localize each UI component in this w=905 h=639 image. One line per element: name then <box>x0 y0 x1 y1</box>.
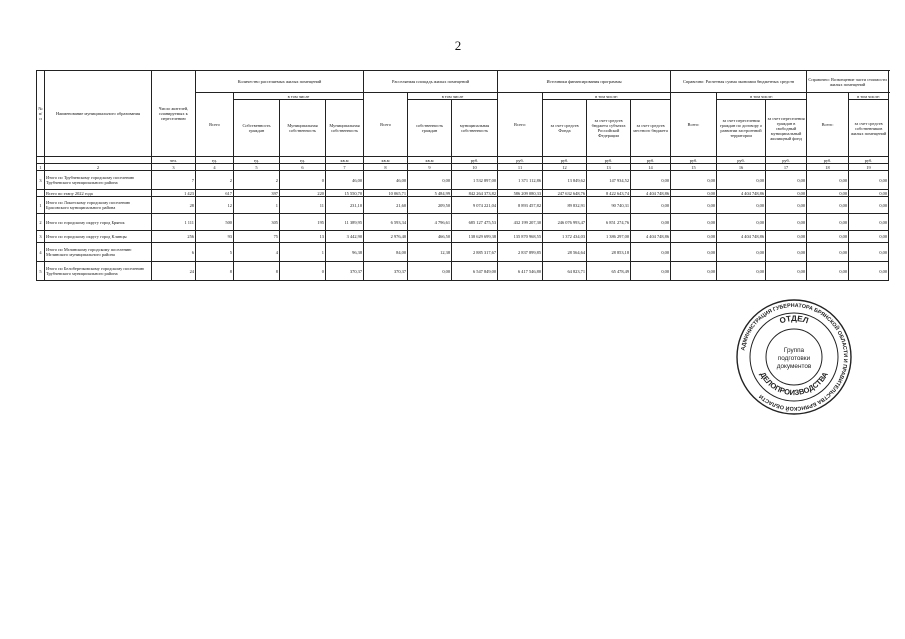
row-value-cell: 0,00 <box>671 231 717 243</box>
row-value-cell: 0,00 <box>631 197 671 214</box>
row-value-cell: 370,37 <box>364 262 408 281</box>
header-area-group: Расселяемая площадь жилых помещений <box>364 71 498 93</box>
column-number: 14 <box>631 164 671 171</box>
header-count-group: Количество расселяемых жилых помещений <box>196 71 364 93</box>
row-value-cell: 1 372 434,03 <box>543 231 587 243</box>
row-value-cell: 0,00 <box>717 171 766 190</box>
column-number: 13 <box>587 164 631 171</box>
header-subject-budget: за счет средств бюджета субъекта Российской Федерации <box>587 100 631 157</box>
header-count-total: Всего <box>196 93 234 157</box>
row-value-cell: 0,00 <box>766 231 807 243</box>
row-value-cell: 0 <box>280 171 326 190</box>
header-finance-group: Источники финансирования программы <box>498 71 671 93</box>
row-value-cell: 500 <box>196 214 234 231</box>
row-value-cell: 432 199 207,30 <box>498 214 543 231</box>
row-value-cell: 586 209 080,33 <box>498 190 543 197</box>
row-value-cell: 5 <box>196 243 234 262</box>
row-value-cell: 28 <box>152 197 196 214</box>
table-row <box>37 171 889 190</box>
row-value-cell: 397 <box>234 190 280 197</box>
row-number: 4 <box>37 243 45 262</box>
row-value-cell: 0,00 <box>766 214 807 231</box>
row-value-cell: 1 371 112,86 <box>498 171 543 190</box>
column-number: 15 <box>671 164 717 171</box>
row-value-cell: 12 <box>196 197 234 214</box>
row-value-cell: 24 <box>152 262 196 281</box>
header-economy-sub: в том числе: <box>717 93 807 100</box>
stamp-ring-text: АДМИНИСТРАЦИЯ ГУБЕРНАТОРА БРЯНСКОЙ ОБЛАСТИ И ПРАВИТЕЛЬСТВА БРЯНСКОЙ ОБЛАСТИ <box>740 302 849 412</box>
unit-cell: кв.м <box>364 157 408 164</box>
row-municipality-name: Итого по городскому округу город Клинцы <box>45 231 152 243</box>
row-value-cell: 6 417 546,80 <box>498 262 543 281</box>
column-number: 5 <box>234 164 280 171</box>
unit-cell: ед. <box>196 157 234 164</box>
unit-cell: руб. <box>849 157 889 164</box>
row-number: 2 <box>37 214 45 231</box>
row-value-cell: 617 <box>196 190 234 197</box>
row-value-cell: 0,00 <box>766 243 807 262</box>
header-finance-sub: в том числе: <box>543 93 671 100</box>
table-row <box>37 262 889 281</box>
row-value-cell: 0,00 <box>849 171 889 190</box>
header-reimb-own: за счет средств собственников жилых помещений <box>849 100 889 157</box>
row-value-cell: 1 386 297,00 <box>587 231 631 243</box>
row-number: 3 <box>37 231 45 243</box>
table-row <box>37 231 889 243</box>
header-reimb-total: Всего: <box>807 93 849 157</box>
header-owned-citizens: Собственность граждан <box>234 100 280 157</box>
unit-cell: руб. <box>807 157 849 164</box>
row-value-cell: 0,00 <box>807 231 849 243</box>
row-value-cell: 11 <box>280 197 326 214</box>
row-value-cell: 5 484,99 <box>408 190 452 197</box>
row-value-cell: 0,00 <box>408 262 452 281</box>
row-value-cell: 0,00 <box>807 262 849 281</box>
row-value-cell: 84,00 <box>364 243 408 262</box>
row-value-cell: 0,00 <box>717 243 766 262</box>
row-value-cell: 10 065,71 <box>364 190 408 197</box>
row-value-cell: 0,00 <box>631 214 671 231</box>
row-value-cell: 2 837 899,85 <box>498 243 543 262</box>
row-value-cell: 0,00 <box>849 262 889 281</box>
row-value-cell: 0,00 <box>849 197 889 214</box>
column-number: 2 <box>45 164 152 171</box>
row-value-cell: 0,00 <box>631 171 671 190</box>
row-value-cell: 256 <box>152 231 196 243</box>
row-value-cell: 0,00 <box>766 190 807 197</box>
row-value-cell: 0,00 <box>766 197 807 214</box>
row-value-cell: 8 422 643,74 <box>587 190 631 197</box>
column-number: 1 <box>37 164 45 171</box>
row-value-cell: 220 <box>280 190 326 197</box>
header-local-budget: за счет средств местного бюджета <box>631 100 671 157</box>
data-rows <box>37 171 889 281</box>
header-municipality: Наименование муниципального образования <box>45 71 152 157</box>
column-number: 7 <box>326 164 364 171</box>
row-value-cell: 305 <box>234 214 280 231</box>
row-value-cell: 0,00 <box>807 243 849 262</box>
table-row <box>37 190 889 197</box>
header-area-total: Всего <box>364 93 408 157</box>
row-value-cell: 96,38 <box>326 243 364 262</box>
row-value-cell: 685 127 475,53 <box>452 214 498 231</box>
row-value-cell: 0,00 <box>631 243 671 262</box>
column-numbers-row <box>37 164 889 171</box>
stamp-center-line-3: документов <box>776 363 812 370</box>
row-municipality-name: Итого по Белоберезковскому городскому поселению Трубчевского муниципального района <box>45 262 152 281</box>
row-value-cell: 0,00 <box>717 214 766 231</box>
department-stamp <box>735 298 853 416</box>
row-value-cell: 46,00 <box>364 171 408 190</box>
row-value-cell: 1 <box>234 197 280 214</box>
column-number: 11 <box>498 164 543 171</box>
row-value-cell: 0,00 <box>807 197 849 214</box>
row-value-cell: 0,00 <box>671 262 717 281</box>
row-value-cell: 0,00 <box>849 190 889 197</box>
header-finance-total: Всего: <box>498 93 543 157</box>
row-value-cell: 195 <box>280 214 326 231</box>
row-value-cell: 4 404 748,86 <box>717 190 766 197</box>
header-rooms-municipal: Муниципальная собственность <box>326 100 364 157</box>
row-value-cell: 0,00 <box>671 243 717 262</box>
unit-cell: руб. <box>587 157 631 164</box>
column-number: 18 <box>807 164 849 171</box>
row-value-cell: 0,00 <box>671 214 717 231</box>
row-value-cell: 0,00 <box>807 171 849 190</box>
row-value-cell: 89 832,91 <box>543 197 587 214</box>
unit-cell: руб. <box>671 157 717 164</box>
stamp-center-line-2: подготовки <box>777 355 811 362</box>
column-number: 12 <box>543 164 587 171</box>
header-number: № п/ п <box>37 71 45 157</box>
stamp-dept2-text: ДЕЛОПРОИЗВОДСТВА <box>758 370 830 398</box>
column-number: 17 <box>766 164 807 171</box>
row-value-cell: 4 404 748,86 <box>717 231 766 243</box>
row-municipality-name: Итого по Трубчевскому городскому поселению Трубчевского муниципального района <box>45 171 152 190</box>
row-value-cell: 0,00 <box>849 231 889 243</box>
row-value-cell: 8 <box>234 262 280 281</box>
row-value-cell: 7 <box>152 171 196 190</box>
header-area-sub: в том числе <box>408 93 498 100</box>
row-value-cell: 28 564,64 <box>543 243 587 262</box>
header-people: Число жителей, планируемых к переселению <box>152 71 196 157</box>
table-row <box>37 243 889 262</box>
row-value-cell: 0,00 <box>717 197 766 214</box>
row-value-cell: 138 629 699,38 <box>452 231 498 243</box>
row-value-cell: 11 389,95 <box>326 214 364 231</box>
row-value-cell: 0 <box>280 262 326 281</box>
unit-cell: руб. <box>543 157 587 164</box>
header-area-municipal: муниципальная собственность <box>452 100 498 157</box>
row-value-cell: 8 <box>196 262 234 281</box>
row-value-cell: 21,60 <box>364 197 408 214</box>
header-count-sub: в том числе <box>234 93 364 100</box>
header-economy-free: за счет переселения граждан в свободный муниципальный жилищный фонд <box>766 100 807 157</box>
row-value-cell: 0,00 <box>807 214 849 231</box>
unit-cell: чел. <box>152 157 196 164</box>
row-value-cell: 0,00 <box>717 262 766 281</box>
column-number: 8 <box>364 164 408 171</box>
row-value-cell: 0,00 <box>671 171 717 190</box>
row-value-cell: 247 632 648,76 <box>543 190 587 197</box>
row-municipality-name: Всего по этапу 2022 года <box>45 190 152 197</box>
row-number: 1 <box>37 197 45 214</box>
row-value-cell: 15 550,70 <box>326 190 364 197</box>
row-value-cell: 0,00 <box>766 171 807 190</box>
row-value-cell: 147 934,52 <box>587 171 631 190</box>
row-value-cell: 3 442,90 <box>326 231 364 243</box>
svg-text:ОТДЕЛ <box>778 314 809 326</box>
column-number: 9 <box>408 164 452 171</box>
row-value-cell: 0,00 <box>849 214 889 231</box>
header-economy-total: Всего: <box>671 93 717 157</box>
row-value-cell: 0,00 <box>766 262 807 281</box>
unit-cell: руб. <box>766 157 807 164</box>
row-value-cell: 9 074 221,04 <box>452 197 498 214</box>
row-value-cell: 135 870 968,55 <box>498 231 543 243</box>
row-value-cell: 1 423 <box>152 190 196 197</box>
row-number <box>37 190 45 197</box>
stamp-dept-text: ОТДЕЛ <box>778 313 810 326</box>
header-area-citizens: собственность граждан <box>408 100 452 157</box>
header-fund: за счет средств Фонда <box>543 100 587 157</box>
header-economy-contract: за счет переселения граждан по договору о развитии застроенной территории <box>717 100 766 157</box>
row-value-cell: 13 <box>280 231 326 243</box>
row-value-cell: 1 532 897,00 <box>452 171 498 190</box>
row-value-cell: 13 849,62 <box>543 171 587 190</box>
row-value-cell: 6 593,34 <box>364 214 408 231</box>
row-value-cell: 370,37 <box>326 262 364 281</box>
row-value-cell: 64 823,71 <box>543 262 587 281</box>
row-value-cell: 6 547 849,00 <box>452 262 498 281</box>
row-value-cell: 0,00 <box>807 190 849 197</box>
row-value-cell: 8 893 457,82 <box>498 197 543 214</box>
column-number: 4 <box>196 164 234 171</box>
row-value-cell: 12,38 <box>408 243 452 262</box>
unit-cell: ед. <box>234 157 280 164</box>
row-value-cell: 65 478,49 <box>587 262 631 281</box>
row-municipality-name: Итого по Локотскому городскому поселению Брасовского муниципального района <box>45 197 152 214</box>
header-owned-municipal: Муниципальная собственность <box>280 100 326 157</box>
row-number: 3 <box>37 171 45 190</box>
table-row <box>37 214 889 231</box>
unit-cell: кв.м <box>326 157 364 164</box>
row-value-cell: 4 404 748,86 <box>631 231 671 243</box>
row-municipality-name: Итого по Мглинскому городскому поселению Мглинского муниципального района <box>45 243 152 262</box>
unit-cell: руб. <box>631 157 671 164</box>
units-row <box>37 157 889 164</box>
row-value-cell: 93 <box>196 231 234 243</box>
header-economy-group: Справочно: Расчетная сумма экономии бюджетных средств <box>671 71 807 93</box>
row-value-cell: 4 796,61 <box>408 214 452 231</box>
row-value-cell: 1 111 <box>152 214 196 231</box>
unit-cell: ед. <box>280 157 326 164</box>
row-value-cell: 2 976,40 <box>364 231 408 243</box>
row-value-cell: 28 853,18 <box>587 243 631 262</box>
stamp-center-line-1: Группа <box>783 347 805 354</box>
row-value-cell: 2 <box>234 171 280 190</box>
row-value-cell: 0,00 <box>631 262 671 281</box>
unit-cell: руб. <box>498 157 543 164</box>
row-value-cell: 0,00 <box>671 190 717 197</box>
row-value-cell: 0,00 <box>671 197 717 214</box>
row-value-cell: 466,50 <box>408 231 452 243</box>
row-value-cell: 0,00 <box>849 243 889 262</box>
unit-cell: кв.м <box>408 157 452 164</box>
row-value-cell: 209,50 <box>408 197 452 214</box>
column-number: 3 <box>152 164 196 171</box>
page-number: 2 <box>454 38 462 53</box>
row-value-cell: 2 <box>196 171 234 190</box>
row-value-cell: 46,00 <box>326 171 364 190</box>
row-value-cell: 4 <box>234 243 280 262</box>
header-reimbursement-group: Справочно: Возмещение части стоимости жилых помещений <box>807 71 889 93</box>
column-number: 6 <box>280 164 326 171</box>
column-number: 19 <box>849 164 889 171</box>
row-value-cell: 75 <box>234 231 280 243</box>
row-value-cell: 2 885 317,67 <box>452 243 498 262</box>
row-municipality-name: Итого по городскому округу город Брянск <box>45 214 152 231</box>
resettlement-table <box>36 70 889 281</box>
row-value-cell: 0,00 <box>408 171 452 190</box>
row-value-cell: 246 076 993,47 <box>543 214 587 231</box>
table-row <box>37 197 889 214</box>
row-value-cell: 90 740,31 <box>587 197 631 214</box>
row-value-cell: 1 <box>280 243 326 262</box>
row-value-cell: 4 404 748,86 <box>631 190 671 197</box>
row-value-cell: 6 851 274,76 <box>587 214 631 231</box>
unit-cell: руб. <box>717 157 766 164</box>
header-reimb-sub: в том числе: <box>849 93 889 100</box>
unit-cell: руб. <box>452 157 498 164</box>
row-number: 5 <box>37 262 45 281</box>
row-value-cell: 231,10 <box>326 197 364 214</box>
column-number: 10 <box>452 164 498 171</box>
row-value-cell: 6 <box>152 243 196 262</box>
row-value-cell: 842 264 373,82 <box>452 190 498 197</box>
column-number: 16 <box>717 164 766 171</box>
